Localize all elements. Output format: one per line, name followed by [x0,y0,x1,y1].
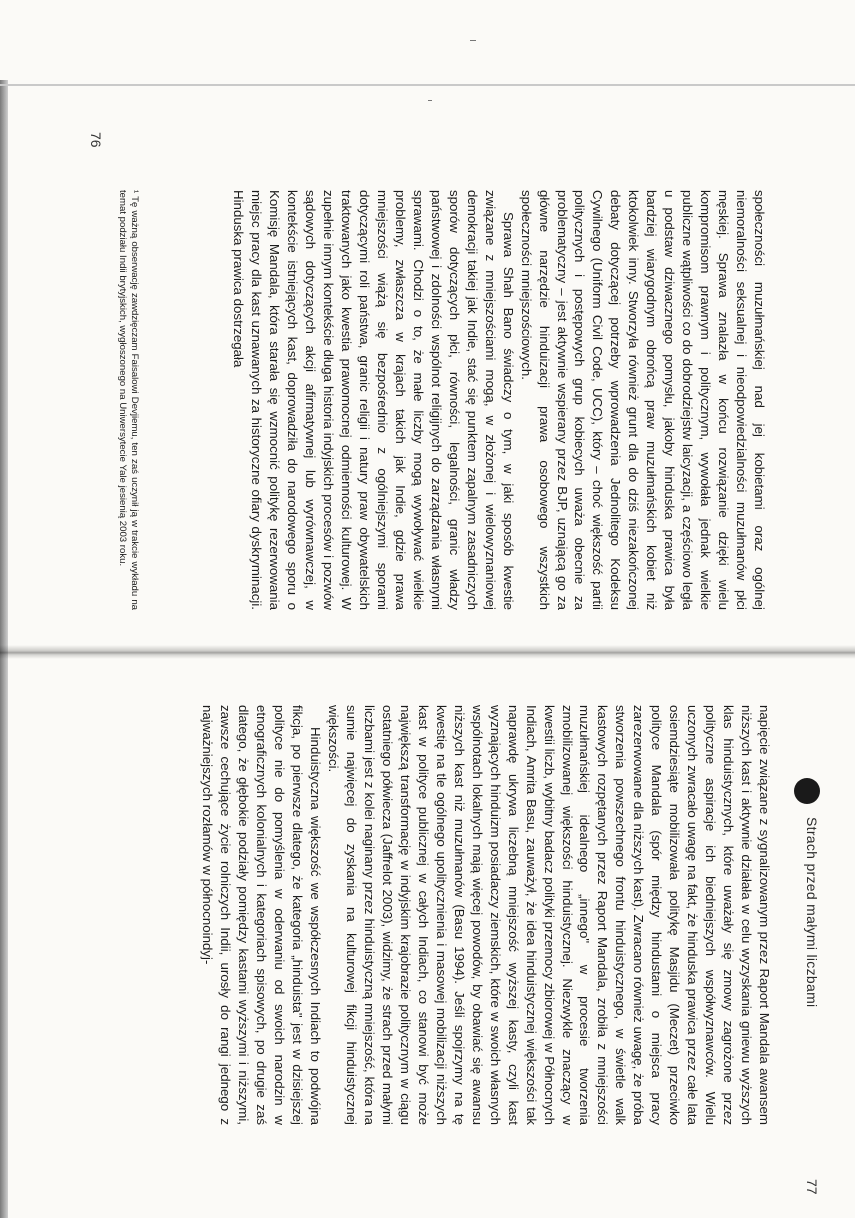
page-76-footnote [80,190,140,610]
chapter-thumb-tab [794,778,820,804]
paragraph: Hinduistyczna większość we współczesnych Indiach to podwójna fikcja, po pierwsze dlatego, że kategoria „hinduista" jest w dzisiejszej polityce nie do pomyślenia w oderwaniu od swoich narodzin w etnograficznych kolonialnych i kategoriach spisowych, po drugie zaś dlatego, że głębokie podziały pomiędzy kastami wyższymi i niższymi, zawsze cechujące życie rolniczych Indii, urosły do rangi jednego z najważniejszych rozłamów w północnoindyj- [200,705,324,1125]
paragraph: społeczności muzułmańskiej nad jej kobietami oraz ogólnej niemoralności seksualnej i nieodpowiedzialności muzułmanów płci męskiej. Sprawa znalazła w końcu rozwiązanie dzięki wielu kompromisom prawnym i politycznym, wywołała jednak wielkie publiczne wątpliwości co do dobrodziejstw laicyzacji, a częściowo legła u podstaw dziwacznego pomysłu, jakoby hinduska prawica była bardziej wiarygodnym obrońcą praw muzułmańskich kobiet niż ktokolwiek inny. Stworzyła również grunt dla do dziś niezakończonej debaty dotyczącej potrzeby wprowadzenia Jednolitego Kodeksu Cywilnego (Uniform Civil Code, UCC), który – choć większość partii politycznych i postępowych grup kobiecych uważa obecnie za problematyczny – jest aktywnie wspierany przez BJP, uznającą go za główne narzędzie hinduizacji prawa osobowego wszystkich społeczności mniejszościowych. [518,190,767,610]
page-77 [0,659,855,1218]
page-number: 76 [88,132,104,148]
paragraph: napięcie związane z sygnalizowanym przez Raport Mandala awansem niższych kast i aktywnie działała w celu wyzyskania gniewu wyższych klas hinduistycznych, które uważały się zmowy zagrożone przez polityczne aspiracje ich biedniejszych współwyznawców. Wielu uczonych zwracało uwagę na fakt, że hinduska prawica przez całe lata osiemdziesiąte mobilizowała politykę Masjidu (Meczet) przeciwko polityce Mandala (spór między hindustami o miejsca pracy zarezerwowane dla niższych kast). Zwracano również uwagę, że próba stworzenia powszechnego frontu hinduistycznego, w świetle walk kastowych rozpętanych przez Raport Mandala, zrobiła z mniejszości muzułmańskiej idealnego „innego" w procesie tworzenia zmobilizowanej większości hinduistycznej. Niezwykle znaczący w kwestii liczb, wybitny badacz polityki przemocy zbiorowej w Północnych Indiach, Amrita Basu, zauważył, że idea hinduistycznej większości tak naprawdę ukrywa liczebną mniejszość wyższej kasty, czyli kast wyznających hinduizm posiadaczy ziemskich, które w swoich własnych wspólnotach lokalnych mają więcej powodów, by obawiać się awansu niższych kast niż muzułmanów (Basu 1994). Jeśli spojrzymy na tę kwestię na tle ogólnego upolitycznienia i masowej mobilizacji niższych kast w polityce publicznej w całych Indiach, co stanowi być może największą transformację w indyjskim krajobrazie politycznym w ciągu ostatniego półwiecza (Jaffrelot 2003), widzimy, że strach przed małymi liczbami jest z kolei naginany przez hinduistyczną mniejszość, która na sumie najwięcej do zyskania na kulturowej fikcji hinduistycznej większości. [326,705,772,1125]
page-76-body [148,190,768,610]
page-number: 77 [804,1179,820,1195]
running-header: Strach przed małymi liczbami [804,817,820,1008]
book-gutter [0,645,855,659]
footnote: ¹ Tę ważną obserwację zawdzięczam Faisalowi Devjiemu, ten zaś uczynił ją w trakcie wykładu na temat podziału Indii brytyjskich, wygłoszonego na Uniwersytecie Yale jesienią 2003 roku. [117,190,140,610]
page-77-body [83,705,773,1125]
paragraph: Sprawa Shah Bano świadczy o tym, w jaki sposób kwestie związane z mniejszościami mogą, w złożonej i wielowyznaniowej demokracji takiej jak Indie, stać się punktem zapalnym zasadniczych sporów dotyczących płci, równości, legalności, granic władzy państwowej i zdolności wspólnot religijnych do zarządzania własnymi sprawami. Chodzi o to, że małe liczby mogą wywoływać wielkie problemy, zwłaszcza w krajach takich jak Indie, gdzie prawa mniejszości wiążą się bezpośrednio z ogólniejszymi sporami dotyczącymi roli państwa, granic religii i natury praw obywatelskich traktowanych jako kwestia prawomocnej odmienności kulturowej. W zupełnie innym kontekście długa historia indyjskich procesów i pozwów sądowych dotyczących akcji afirmatywnej lub wyrównawczej, w kontekście istniejących kast, doprowadziła do narodowego sporu o Komisję Mandala, która starała się wzmocnić politykę rezerwowania miejsc pracy dla kast uznawanych za historyczne ofiary dyskryminacji. Hinduska prawica dostrzegała [231,190,516,610]
